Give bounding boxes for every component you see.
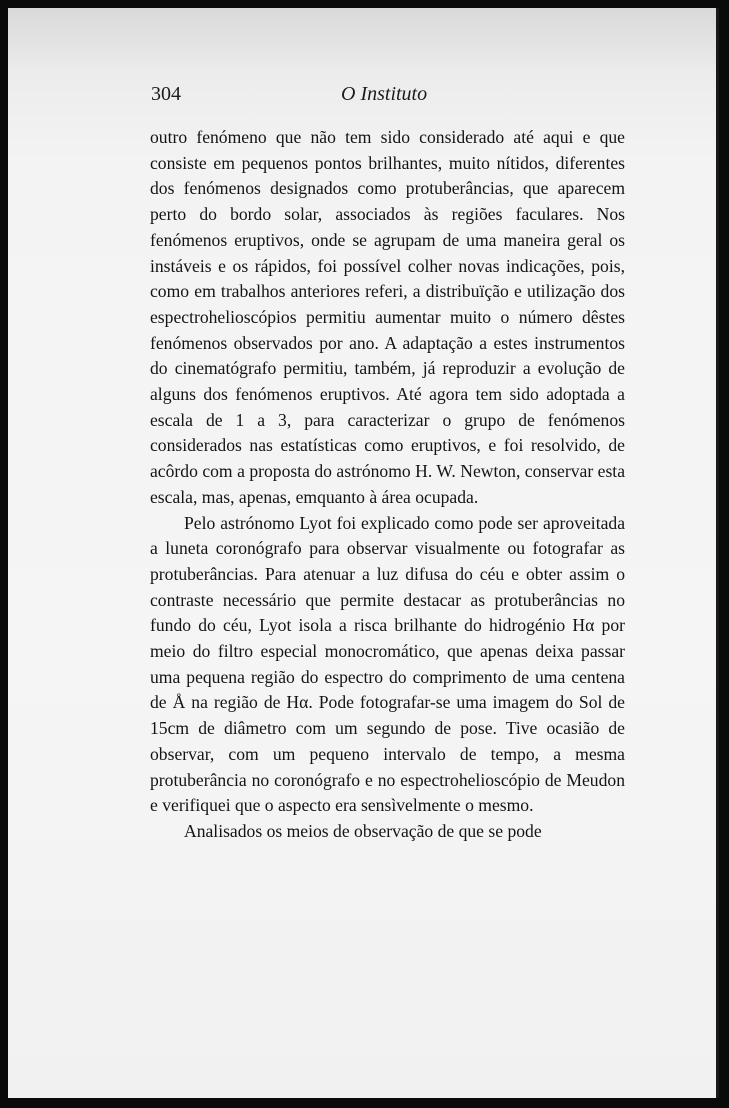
page-edge	[716, 8, 719, 1098]
body-text	[150, 125, 625, 845]
page-number: 304	[151, 83, 181, 105]
page-header	[151, 83, 626, 113]
running-title: O Instituto	[341, 83, 428, 105]
paragraph-1: outro fenómeno que não tem sido considerado até aqui e que consiste em pequenos pontos brilhantes, muito nítidos, diferentes dos fenómenos designados como protuberâncias, que aparecem perto do bordo solar, associados às regiões faculares. Nos fenómenos eruptivos, onde se agrupam de uma maneira geral os instáveis e os rápidos, foi possível colher novas indicações, pois, como em trabalhos anteriores referi, a distribuïção e utilização dos espectrohelioscópios permitiu aumentar muito o número dêstes fenómenos observados por ano. A adaptação a estes instrumentos do cinematógrafo permitiu, também, já reproduzir a evolução de alguns dos fenómenos eruptivos. Até agora tem sido adoptada a escala de 1 a 3, para caracterizar o grupo de fenómenos considerados nas estatísticas como eruptivos, e foi resolvido, de acôrdo com a proposta do astrónomo H. W. Newton, conservar esta escala, mas, apenas, emquanto à área ocupada.	[150, 127, 625, 507]
paragraph-3: Analisados os meios de observação de que se pode	[184, 820, 542, 841]
paragraph-2: Pelo astrónomo Lyot foi explicado como pode ser aproveitada a luneta coronógrafo para observar visualmente ou fotografar as protuberâncias. Para atenuar a luz difusa do céu e obter assim o contraste necessário que permite destacar as protuberâncias no fundo do céu, Lyot isola a risca brilhante do hidrogénio Hα por meio do filtro especial monocromático, que apenas deixa passar uma pequena região do espectro do comprimento de uma centena de Å na região de Hα. Pode fotografar-se uma imagem do Sol de 15cm de diâmetro com um segundo de pose. Tive ocasião de observar, com um pequeno intervalo de tempo, a mesma protuberância no coronógrafo e no espectrohelioscópio de Meudon e verifiquei que o aspecto era sensìvelmente o mesmo.	[150, 512, 625, 816]
book-page	[8, 8, 719, 1098]
